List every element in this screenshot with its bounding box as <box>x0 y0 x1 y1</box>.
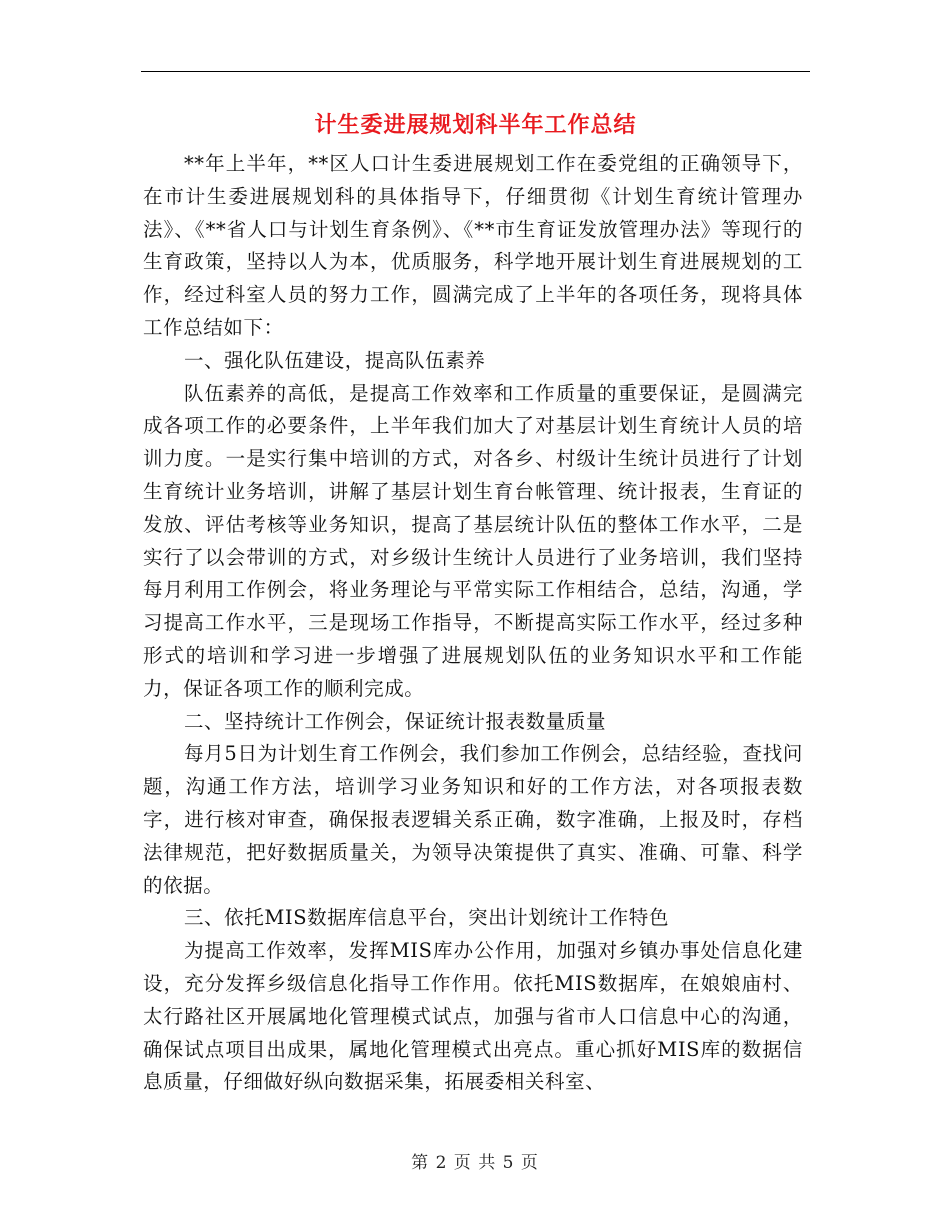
document-title: 计生委进展规划科半年工作总结 <box>314 112 637 138</box>
section-heading-2: 二、坚持统计工作例会，保证统计报表数量质量 <box>183 709 607 733</box>
paragraph-section-3: 为提高工作效率，发挥MIS库办公作用，加强对乡镇办事处信息化建设，充分发挥乡级信息化指导工作作用。依托MIS数据库，在娘娘庙村、太行路社区开展属地化管理模式试点，加强与省市人口信息中心的沟通，确保试点项目出成果，属地化管理模式出亮点。重心抓好MIS库的数据信息质量，仔细做好纵向数据采集，拓展委相关科室、 <box>143 939 803 1094</box>
document-body <box>143 148 803 1099</box>
header-rule <box>141 71 810 72</box>
paragraph-section-2: 每月5日为计划生育工作例会，我们参加工作例会，总结经验，查找问题，沟通工作方法，培训学习业务知识和好的工作方法，对各项报表数字，进行核对审查，确保报表逻辑关系正确，数字准确，上报及时，存档法律规范，把好数据质量关，为领导决策提供了真实、准确、可靠、科学的依据。 <box>143 742 803 897</box>
paragraph-section-1: 队伍素养的高低，是提高工作效率和工作质量的重要保证，是圆满完成各项工作的必要条件，上半年我们加大了对基层计划生育统计人员的培训力度。一是实行集中培训的方式，对各乡、村级计生统计员进行了计划生育统计业务培训，讲解了基层计划生育台帐管理、统计报表，生育证的发放、评估考核等业务知识，提高了基层统计队伍的整体工作水平，二是实行了以会带训的方式，对乡级计生统计人员进行了业务培训，我们坚持每月利用工作例会，将业务理论与平常实际工作相结合，总结，沟通，学习提高工作水平，三是现场工作指导，不断提高实际工作水平，经过多种形式的培训和学习进一步增强了进展规划队伍的业务知识水平和工作能力，保证各项工作的顺利完成。 <box>143 381 803 700</box>
section-heading-1: 一、强化队伍建设，提高队伍素养 <box>183 348 486 372</box>
section-heading-3: 三、依托MIS数据库信息平台，突出计划统计工作特色 <box>183 906 669 930</box>
paragraph-intro: **年上半年，**区人口计生委进展规划工作在委党组的正确领导下，在市计生委进展规划科的具体指导下，仔细贯彻《计划生育统计管理办法》、《**省人口与计划生育条例》、《**市生育证发放管理办法》等现行的生育政策，坚持以人为本，优质服务，科学地开展计划生育进展规划的工作，经过科室人员的努力工作，圆满完成了上半年的各项任务，现将具体工作总结如下： <box>143 152 803 339</box>
page-number: 第 2 页 共 5 页 <box>411 1153 539 1173</box>
